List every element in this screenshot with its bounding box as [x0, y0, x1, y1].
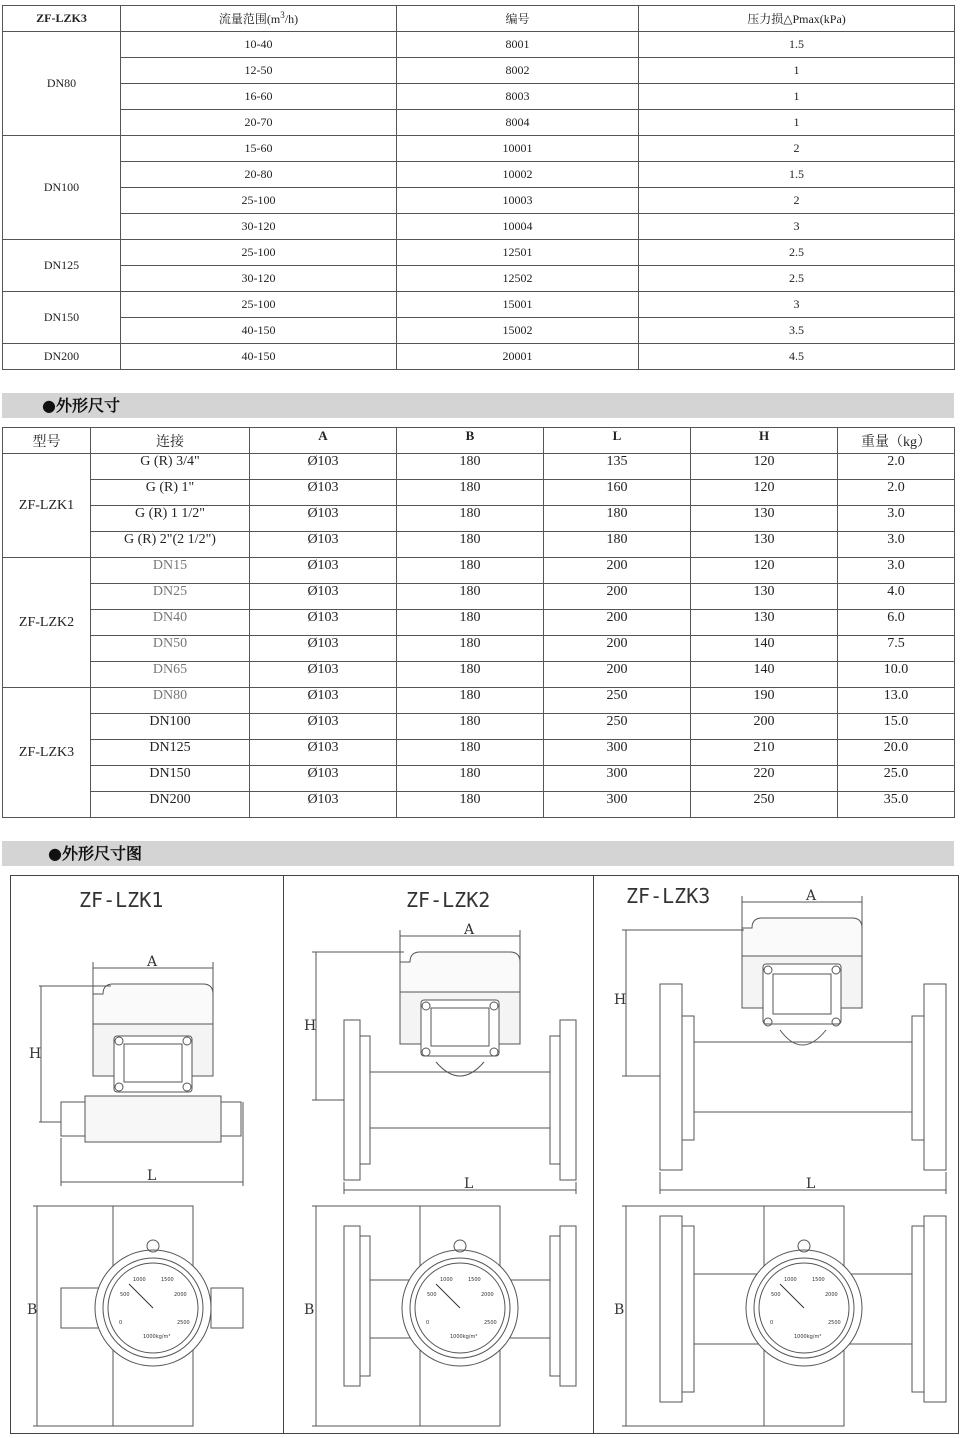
connection-cell: G (R) 1" — [91, 480, 250, 506]
A-cell: Ø103 — [250, 714, 397, 740]
gauge-unit: 1000kg/m³ — [143, 1334, 171, 1340]
A-cell: Ø103 — [250, 636, 397, 662]
L-cell: 200 — [544, 584, 691, 610]
H-cell: 140 — [691, 636, 838, 662]
table-row — [3, 292, 955, 318]
pressure-cell: 2.5 — [639, 266, 955, 292]
L-cell: 300 — [544, 792, 691, 818]
section-title-drawings: ●外形尺寸图 — [2, 841, 954, 866]
dimension-table-body — [3, 454, 955, 818]
B-cell: 180 — [397, 506, 544, 532]
flow-range-cell: 25-100 — [121, 188, 397, 214]
code-cell: 12502 — [397, 266, 639, 292]
dim-label-H: H — [614, 992, 627, 1008]
code-cell: 8002 — [397, 58, 639, 84]
dimension-drawings — [10, 875, 959, 1434]
gauge-tick-0: 0 — [426, 1320, 430, 1326]
gauge-tick-1000: 1000 — [784, 1277, 797, 1283]
table-row — [3, 32, 955, 58]
A-cell: Ø103 — [250, 480, 397, 506]
pressure-cell: 1.5 — [639, 32, 955, 58]
gauge-tick-1000: 1000 — [440, 1277, 453, 1283]
L-cell: 180 — [544, 506, 691, 532]
L-cell: 160 — [544, 480, 691, 506]
B-cell: 180 — [397, 480, 544, 506]
table-row — [3, 136, 955, 162]
connection-cell: G (R) 1 1/2" — [91, 506, 250, 532]
pressure-cell: 3.5 — [639, 318, 955, 344]
B-cell: 180 — [397, 558, 544, 584]
size-cell: DN200 — [3, 344, 121, 370]
code-cell: 8004 — [397, 110, 639, 136]
H-cell: 120 — [691, 480, 838, 506]
L-cell: 135 — [544, 454, 691, 480]
H-cell: 130 — [691, 506, 838, 532]
flow-range-cell: 40-150 — [121, 318, 397, 344]
zf-lzk2-drawing — [284, 876, 594, 1433]
section-title-dimensions: ●外形尺寸 — [2, 393, 954, 418]
size-cell: DN150 — [3, 292, 121, 344]
table-row — [3, 344, 955, 370]
dim-label-A: A — [806, 888, 817, 904]
pressure-cell: 2 — [639, 188, 955, 214]
L-cell: 300 — [544, 740, 691, 766]
flow-range-table — [2, 5, 955, 370]
gauge-tick-1500: 1500 — [468, 1277, 481, 1283]
flow-range-cell: 12-50 — [121, 58, 397, 84]
weight-cell: 4.0 — [838, 584, 955, 610]
table-row — [3, 610, 955, 636]
H-cell: 130 — [691, 610, 838, 636]
header-H: H — [691, 428, 838, 454]
dim-label-L: L — [147, 1168, 157, 1184]
dim-label-H: H — [29, 1046, 42, 1062]
flow-range-cell: 10-40 — [121, 32, 397, 58]
header-flow-range: 流量范围$(m^3/h)$ — [121, 6, 397, 32]
gauge-tick-0: 0 — [119, 1320, 123, 1326]
gauge-tick-500: 500 — [427, 1292, 437, 1298]
header-B: B — [397, 428, 544, 454]
gauge-tick-2000: 2000 — [825, 1292, 838, 1298]
table-row — [3, 188, 955, 214]
table-row — [3, 714, 955, 740]
L-cell: 300 — [544, 766, 691, 792]
header-model: ZF-LZK3 — [3, 6, 121, 32]
A-cell: Ø103 — [250, 506, 397, 532]
H-cell: 130 — [691, 532, 838, 558]
table-row — [3, 532, 955, 558]
B-cell: 180 — [397, 766, 544, 792]
pressure-cell: 3 — [639, 214, 955, 240]
weight-cell: 25.0 — [838, 766, 955, 792]
L-cell: 250 — [544, 688, 691, 714]
H-cell: 250 — [691, 792, 838, 818]
connection-cell: DN100 — [91, 714, 250, 740]
connection-cell: DN150 — [91, 766, 250, 792]
table-row — [3, 662, 955, 688]
weight-cell: 20.0 — [838, 740, 955, 766]
A-cell: Ø103 — [250, 662, 397, 688]
dim-label-L: L — [464, 1176, 474, 1192]
gauge-tick-1000: 1000 — [133, 1277, 146, 1283]
H-cell: 200 — [691, 714, 838, 740]
H-cell: 140 — [691, 662, 838, 688]
drawing-title: ZF-LZK2 — [406, 888, 491, 912]
table-row — [3, 84, 955, 110]
zf-lzk3-drawing — [594, 876, 959, 1433]
weight-cell: 2.0 — [838, 480, 955, 506]
weight-cell: 3.0 — [838, 532, 955, 558]
size-cell: DN80 — [3, 32, 121, 136]
table-row — [3, 58, 955, 84]
connection-cell: DN200 — [91, 792, 250, 818]
header-weight: 重量（kg） — [838, 428, 955, 454]
B-cell: 180 — [397, 688, 544, 714]
connection-cell: DN50 — [91, 636, 250, 662]
flow-range-cell: 25-100 — [121, 240, 397, 266]
weight-cell: 15.0 — [838, 714, 955, 740]
flow-range-cell: 30-120 — [121, 214, 397, 240]
B-cell: 180 — [397, 714, 544, 740]
H-cell: 210 — [691, 740, 838, 766]
flow-range-cell: 20-70 — [121, 110, 397, 136]
pressure-cell: 1 — [639, 84, 955, 110]
connection-cell: DN40 — [91, 610, 250, 636]
code-cell: 8003 — [397, 84, 639, 110]
weight-cell: 3.0 — [838, 558, 955, 584]
header-model-type: 型号 — [3, 428, 91, 454]
model-cell: ZF-LZK1 — [3, 454, 91, 558]
L-cell: 200 — [544, 636, 691, 662]
H-cell: 220 — [691, 766, 838, 792]
connection-cell: DN125 — [91, 740, 250, 766]
L-cell: 250 — [544, 714, 691, 740]
size-cell: DN125 — [3, 240, 121, 292]
B-cell: 180 — [397, 454, 544, 480]
pressure-cell: 1.5 — [639, 162, 955, 188]
flow-range-cell: 25-100 — [121, 292, 397, 318]
table-row — [3, 688, 955, 714]
code-cell: 20001 — [397, 344, 639, 370]
table-row — [3, 766, 955, 792]
drawing-panel-zf-lzk2 — [283, 876, 594, 1433]
table-row — [3, 506, 955, 532]
L-cell: 180 — [544, 532, 691, 558]
weight-cell: 6.0 — [838, 610, 955, 636]
gauge-tick-500: 500 — [120, 1292, 130, 1298]
table-row — [3, 558, 955, 584]
header-code: 编号 — [397, 6, 639, 32]
weight-cell: 35.0 — [838, 792, 955, 818]
pressure-cell: 2.5 — [639, 240, 955, 266]
H-cell: 120 — [691, 558, 838, 584]
B-cell: 180 — [397, 584, 544, 610]
H-cell: 120 — [691, 454, 838, 480]
B-cell: 180 — [397, 610, 544, 636]
pressure-cell: 3 — [639, 292, 955, 318]
weight-cell: 13.0 — [838, 688, 955, 714]
weight-cell: 2.0 — [838, 454, 955, 480]
table-row — [3, 584, 955, 610]
L-cell: 200 — [544, 662, 691, 688]
dim-label-B: B — [27, 1302, 38, 1318]
A-cell: Ø103 — [250, 610, 397, 636]
header-A: A — [250, 428, 397, 454]
A-cell: Ø103 — [250, 454, 397, 480]
table-row — [3, 454, 955, 480]
gauge-tick-2000: 2000 — [481, 1292, 494, 1298]
table-row — [3, 240, 955, 266]
code-cell: 15001 — [397, 292, 639, 318]
flow-range-cell: 15-60 — [121, 136, 397, 162]
code-cell: 10001 — [397, 136, 639, 162]
pressure-cell: 4.5 — [639, 344, 955, 370]
connection-cell: DN65 — [91, 662, 250, 688]
dim-label-A: A — [464, 922, 475, 938]
model-cell: ZF-LZK2 — [3, 558, 91, 688]
code-cell: 10002 — [397, 162, 639, 188]
dim-label-L: L — [806, 1176, 816, 1192]
gauge-tick-2500: 2500 — [484, 1320, 497, 1326]
B-cell: 180 — [397, 662, 544, 688]
A-cell: Ø103 — [250, 532, 397, 558]
table-row — [3, 318, 955, 344]
pressure-cell: 1 — [639, 58, 955, 84]
gauge-tick-2500: 2500 — [828, 1320, 841, 1326]
dim-label-H: H — [304, 1018, 317, 1034]
weight-cell: 10.0 — [838, 662, 955, 688]
gauge-tick-1500: 1500 — [812, 1277, 825, 1283]
connection-cell: DN80 — [91, 688, 250, 714]
connection-cell: G (R) 3/4" — [91, 454, 250, 480]
H-cell: 130 — [691, 584, 838, 610]
connection-cell: DN25 — [91, 584, 250, 610]
A-cell: Ø103 — [250, 740, 397, 766]
dim-label-B: B — [304, 1302, 315, 1318]
table-row — [3, 740, 955, 766]
header-connection: 连接 — [91, 428, 250, 454]
code-cell: 8001 — [397, 32, 639, 58]
header-L: L — [544, 428, 691, 454]
B-cell: 180 — [397, 636, 544, 662]
flow-table-body — [3, 32, 955, 370]
pressure-cell: 2 — [639, 136, 955, 162]
B-cell: 180 — [397, 740, 544, 766]
size-cell: DN100 — [3, 136, 121, 240]
flow-range-cell: 16-60 — [121, 84, 397, 110]
drawing-title: ZF-LZK1 — [79, 888, 164, 912]
table-row — [3, 636, 955, 662]
flow-range-cell: 40-150 — [121, 344, 397, 370]
pressure-cell: 1 — [639, 110, 955, 136]
weight-cell: 3.0 — [838, 506, 955, 532]
code-cell: 15002 — [397, 318, 639, 344]
gauge-tick-2500: 2500 — [177, 1320, 190, 1326]
zf-lzk1-drawing — [11, 876, 283, 1433]
table-row — [3, 214, 955, 240]
flow-range-cell: 20-80 — [121, 162, 397, 188]
L-cell: 200 — [544, 558, 691, 584]
connection-cell: G (R) 2"(2 1/2") — [91, 532, 250, 558]
gauge-tick-2000: 2000 — [174, 1292, 187, 1298]
table-row — [3, 266, 955, 292]
drawing-title: ZF-LZK3 — [626, 884, 711, 908]
gauge-tick-500: 500 — [771, 1292, 781, 1298]
H-cell: 190 — [691, 688, 838, 714]
gauge-unit: 1000kg/m³ — [450, 1334, 478, 1340]
table-row — [3, 162, 955, 188]
header-pressure-loss: 压力损△Pmax(kPa) — [639, 6, 955, 32]
A-cell: Ø103 — [250, 766, 397, 792]
code-cell: 10003 — [397, 188, 639, 214]
drawing-panel-zf-lzk3 — [593, 876, 959, 1433]
A-cell: Ø103 — [250, 584, 397, 610]
code-cell: 10004 — [397, 214, 639, 240]
B-cell: 180 — [397, 792, 544, 818]
A-cell: Ø103 — [250, 792, 397, 818]
A-cell: Ø103 — [250, 688, 397, 714]
table-row — [3, 792, 955, 818]
connection-cell: DN15 — [91, 558, 250, 584]
table-row — [3, 480, 955, 506]
model-cell: ZF-LZK3 — [3, 688, 91, 818]
weight-cell: 7.5 — [838, 636, 955, 662]
gauge-unit: 1000kg/m³ — [794, 1334, 822, 1340]
dim-label-B: B — [614, 1302, 625, 1318]
gauge-tick-1500: 1500 — [161, 1277, 174, 1283]
dimension-table — [2, 427, 955, 818]
code-cell: 12501 — [397, 240, 639, 266]
drawing-panel-zf-lzk1 — [11, 876, 283, 1433]
table-row — [3, 110, 955, 136]
A-cell: Ø103 — [250, 558, 397, 584]
flow-range-cell: 30-120 — [121, 266, 397, 292]
gauge-tick-0: 0 — [770, 1320, 774, 1326]
L-cell: 200 — [544, 610, 691, 636]
dim-label-A: A — [147, 954, 158, 970]
B-cell: 180 — [397, 532, 544, 558]
